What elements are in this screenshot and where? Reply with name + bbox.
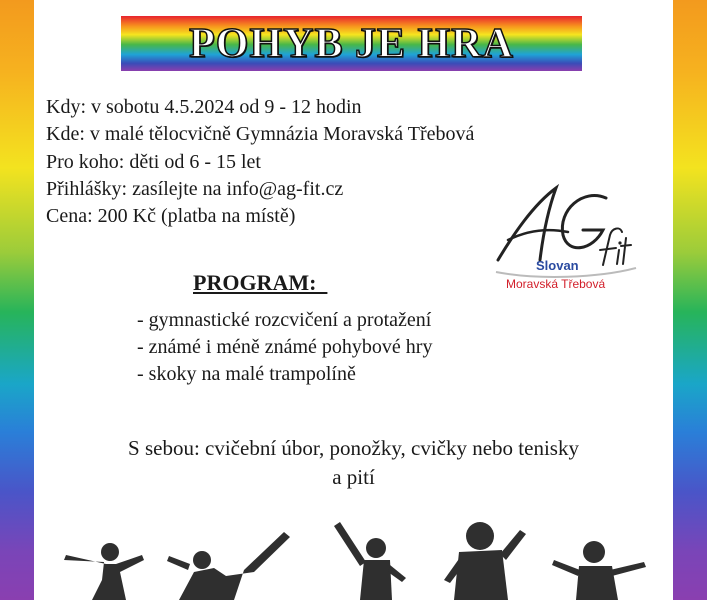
program-list (137, 307, 432, 388)
bring-line-2: a pití (332, 465, 375, 489)
info-price: Cena: 200 Kč (platba na místě) (46, 205, 296, 228)
program-item: - gymnastické rozcvičení a protažení (137, 309, 432, 331)
info-where: Kde: v malé tělocvičně Gymnázia Moravská Třebová (46, 123, 475, 146)
program-item: - skoky na malé trampolíně (137, 363, 356, 385)
bring-line-1: S sebou: cvičební úbor, ponožky, cvičky nebo tenisky (128, 436, 579, 460)
page-title: POHYB JE HRA (189, 20, 514, 67)
event-info (46, 94, 474, 230)
info-when: Kdy: v sobotu 4.5.2024 od 9 - 12 hodin (46, 96, 362, 118)
rainbow-border-right (673, 0, 707, 600)
logo-slovan-text: Slovan (536, 258, 579, 273)
bring-along-note (60, 434, 647, 492)
title-banner (121, 16, 582, 71)
info-for-whom: Pro koho: děti od 6 - 15 let (46, 150, 261, 173)
kids-silhouettes-image (34, 510, 673, 600)
rainbow-border-left (0, 0, 34, 600)
program-heading: PROGRAM: (193, 270, 328, 295)
info-registration: Přihlášky: zasílejte na info@ag-fit.cz (46, 177, 344, 200)
program-item: - známé i méně známé pohybové hry (137, 336, 433, 358)
logo-town-text: Moravská Třebová (506, 277, 606, 291)
